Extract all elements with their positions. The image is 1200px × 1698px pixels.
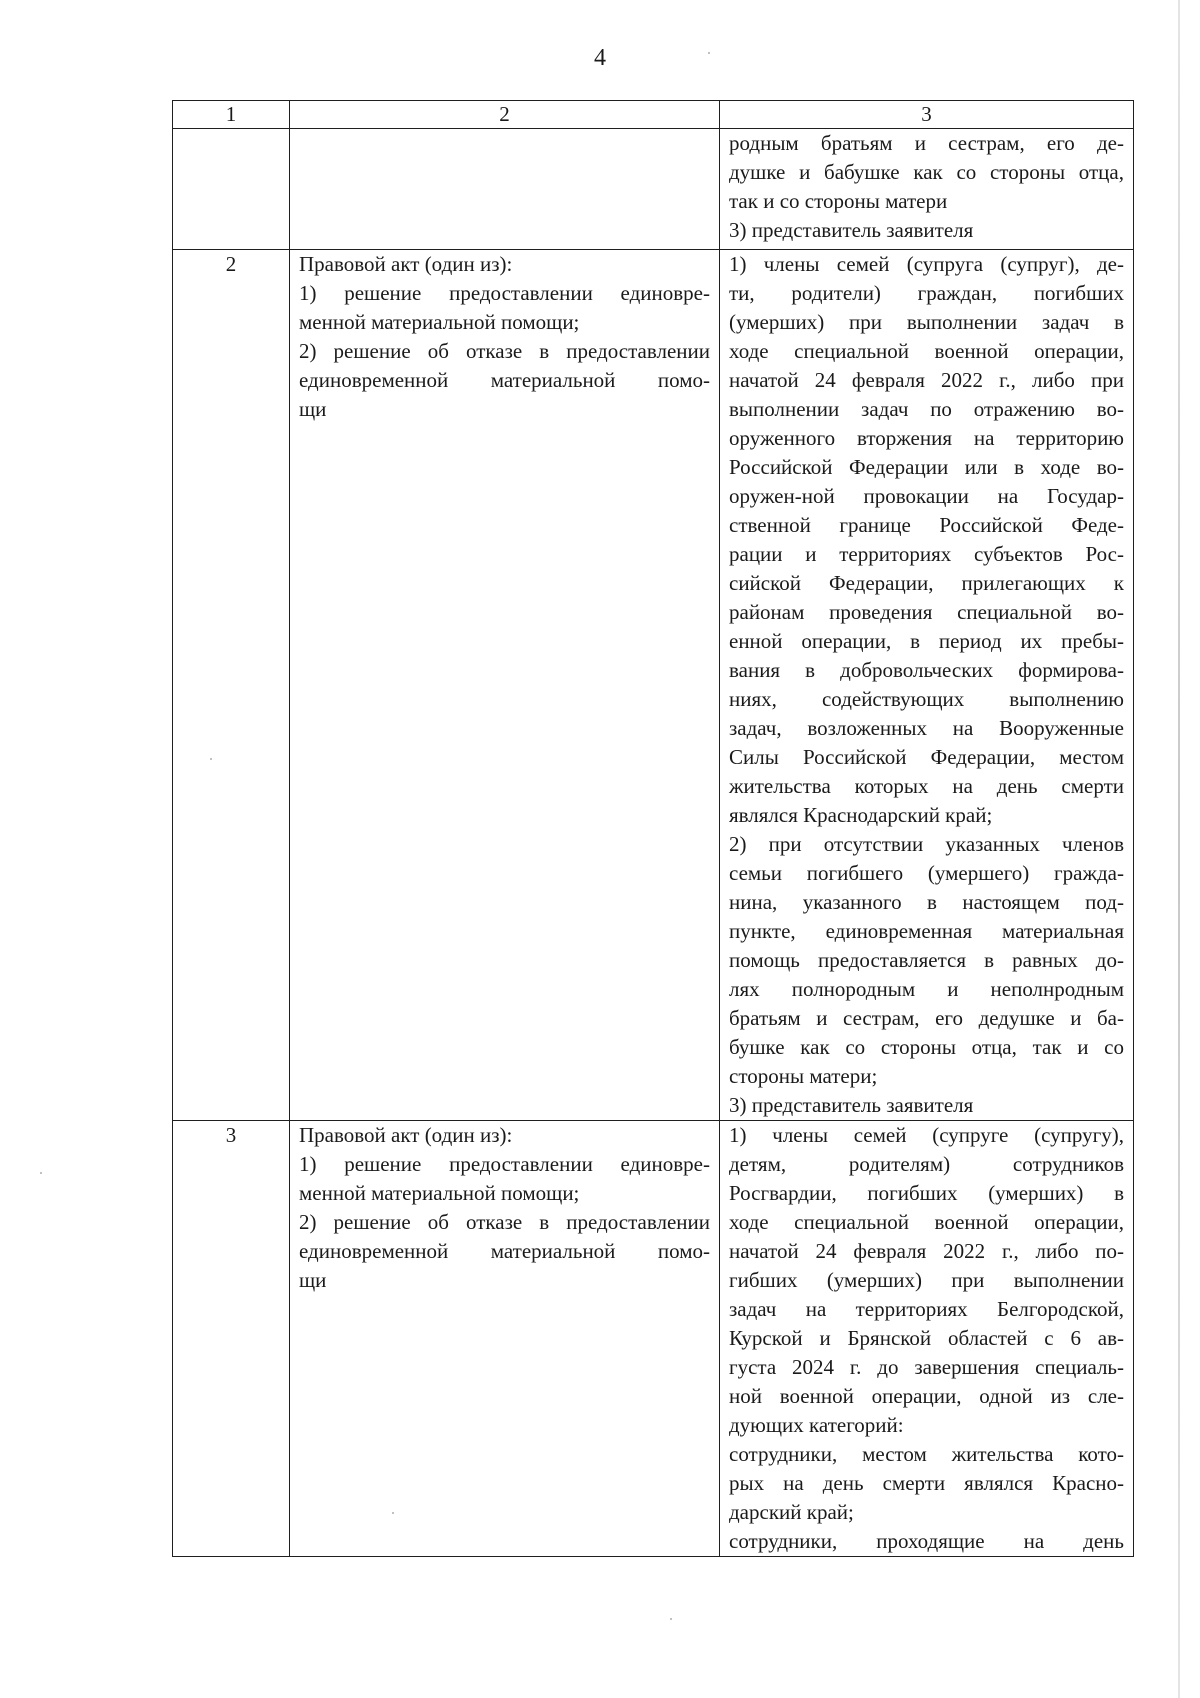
text-line: рых на день смерти являлся Красно-	[729, 1471, 1124, 1495]
text-line: душке и бабушке как со стороны отца,	[729, 160, 1124, 184]
text-line: оружен-ной провокации на Государ-	[729, 484, 1124, 508]
text-line: задач, возложенных на Вооруженные	[729, 716, 1124, 740]
text-line: сотрудники, местом жительства кото-	[729, 1442, 1124, 1466]
text-line: так и со стороны матери	[729, 189, 948, 213]
text-line: жительства которых на день смерти	[729, 774, 1124, 798]
text-line: 2) решение об отказе в предоставлении	[299, 339, 710, 363]
text-line: Силы Российской Федерации, местом	[729, 745, 1124, 769]
text-line: являлся Краснодарский край;	[729, 803, 993, 827]
text-line: густа 2024 г. до завершения специаль-	[729, 1355, 1124, 1379]
recipients-cell	[720, 1121, 1134, 1557]
text-line: менной материальной помощи;	[299, 1181, 580, 1205]
text-line: дующих категорий:	[729, 1413, 904, 1437]
text-line: начатой 24 февраля 2022 г., либо по-	[729, 1239, 1124, 1263]
text-line: стороны матери;	[729, 1064, 878, 1088]
text-line: Правовой акт (один из):	[299, 252, 513, 276]
text-line: 1) члены семей (супруга (супруг), де-	[729, 252, 1124, 276]
column-header-2: 2	[290, 101, 720, 129]
text-line: сийской Федерации, прилегающих к	[729, 571, 1124, 595]
text-line: менной материальной помощи;	[299, 310, 580, 334]
document-cell	[290, 250, 720, 1121]
text-line: лях полнородным и неполнродным	[729, 977, 1124, 1001]
text-line: рации и территориях субъектов Рос-	[729, 542, 1124, 566]
recipients-cell	[720, 129, 1134, 250]
text-line: ти, родители) граждан, погибших	[729, 281, 1124, 305]
text-line: енной операции, в период их пребы-	[729, 629, 1124, 653]
text-line: братьям и сестрам, его дедушке и ба-	[729, 1006, 1124, 1030]
row-number	[173, 129, 290, 250]
text-line: 3) представитель заявителя	[729, 1093, 974, 1117]
text-line: семьи погибшего (умершего) гражда-	[729, 861, 1124, 885]
text-line: помощь предоставляется в равных до-	[729, 948, 1124, 972]
text-line: ходе специальной военной операции,	[729, 1210, 1124, 1234]
text-line: 1) решение предоставлении единовре-	[299, 281, 710, 305]
text-line: районам проведения специальной во-	[729, 600, 1124, 624]
text-line: единовременной материальной помо-	[299, 1239, 710, 1263]
text-line: нина, указанного в настоящем под-	[729, 890, 1124, 914]
document-table	[172, 100, 1134, 1557]
text-line: ной военной операции, одной из сле-	[729, 1384, 1124, 1408]
scan-speck	[670, 1618, 672, 1620]
column-header-1: 1	[173, 101, 290, 129]
text-line: начатой 24 февраля 2022 г., либо при	[729, 368, 1124, 392]
text-line: ственной границе Российской Феде-	[729, 513, 1124, 537]
text-line: родным братьям и сестрам, его де-	[729, 131, 1124, 155]
text-line: пункте, единовременная материальная	[729, 919, 1124, 943]
table-row	[173, 250, 1134, 1121]
text-line: (умерших) при выполнении задач в	[729, 310, 1124, 334]
text-line: вания в добровольческих формирова-	[729, 658, 1124, 682]
scan-edge-line	[1178, 0, 1180, 1698]
text-line: гибших (умерших) при выполнении	[729, 1268, 1124, 1292]
text-line: сотрудники, проходящие на день	[729, 1529, 1124, 1553]
document-cell	[290, 1121, 720, 1557]
text-line: Курской и Брянской областей с 6 ав-	[729, 1326, 1124, 1350]
text-line: оруженного вторжения на территорию	[729, 426, 1124, 450]
text-line: 2) при отсутствии указанных членов	[729, 832, 1124, 856]
column-header-3: 3	[720, 101, 1134, 129]
text-line: выполнении задач по отражению во-	[729, 397, 1124, 421]
text-line: Правовой акт (один из):	[299, 1123, 513, 1147]
document-cell	[290, 129, 720, 250]
text-line: Российской Федерации или в ходе во-	[729, 455, 1124, 479]
text-line: бушке как со стороны отца, так и со	[729, 1035, 1124, 1059]
text-line: 2) решение об отказе в предоставлении	[299, 1210, 710, 1234]
text-line: детям, родителям) сотрудников	[729, 1152, 1124, 1176]
text-line: 3) представитель заявителя	[729, 218, 974, 242]
text-line: Росгвардии, погибших (умерших) в	[729, 1181, 1124, 1205]
scan-speck	[40, 1172, 42, 1174]
text-line: щи	[299, 1268, 327, 1292]
text-line: задач на территориях Белгородской,	[729, 1297, 1124, 1321]
table-header-row	[173, 101, 1134, 129]
table-row	[173, 129, 1134, 250]
row-number: 2	[173, 250, 290, 1121]
text-line: 1) решение предоставлении единовре-	[299, 1152, 710, 1176]
text-line: единовременной материальной помо-	[299, 368, 710, 392]
recipients-cell	[720, 250, 1134, 1121]
text-line: ходе специальной военной операции,	[729, 339, 1124, 363]
text-line: 1) члены семей (супруге (супругу),	[729, 1123, 1124, 1147]
row-number: 3	[173, 1121, 290, 1557]
text-line: ниях, содействующих выполнению	[729, 687, 1124, 711]
text-line: дарский край;	[729, 1500, 854, 1524]
text-line: щи	[299, 397, 327, 421]
page-number: 4	[594, 45, 606, 71]
table-row	[173, 1121, 1134, 1557]
